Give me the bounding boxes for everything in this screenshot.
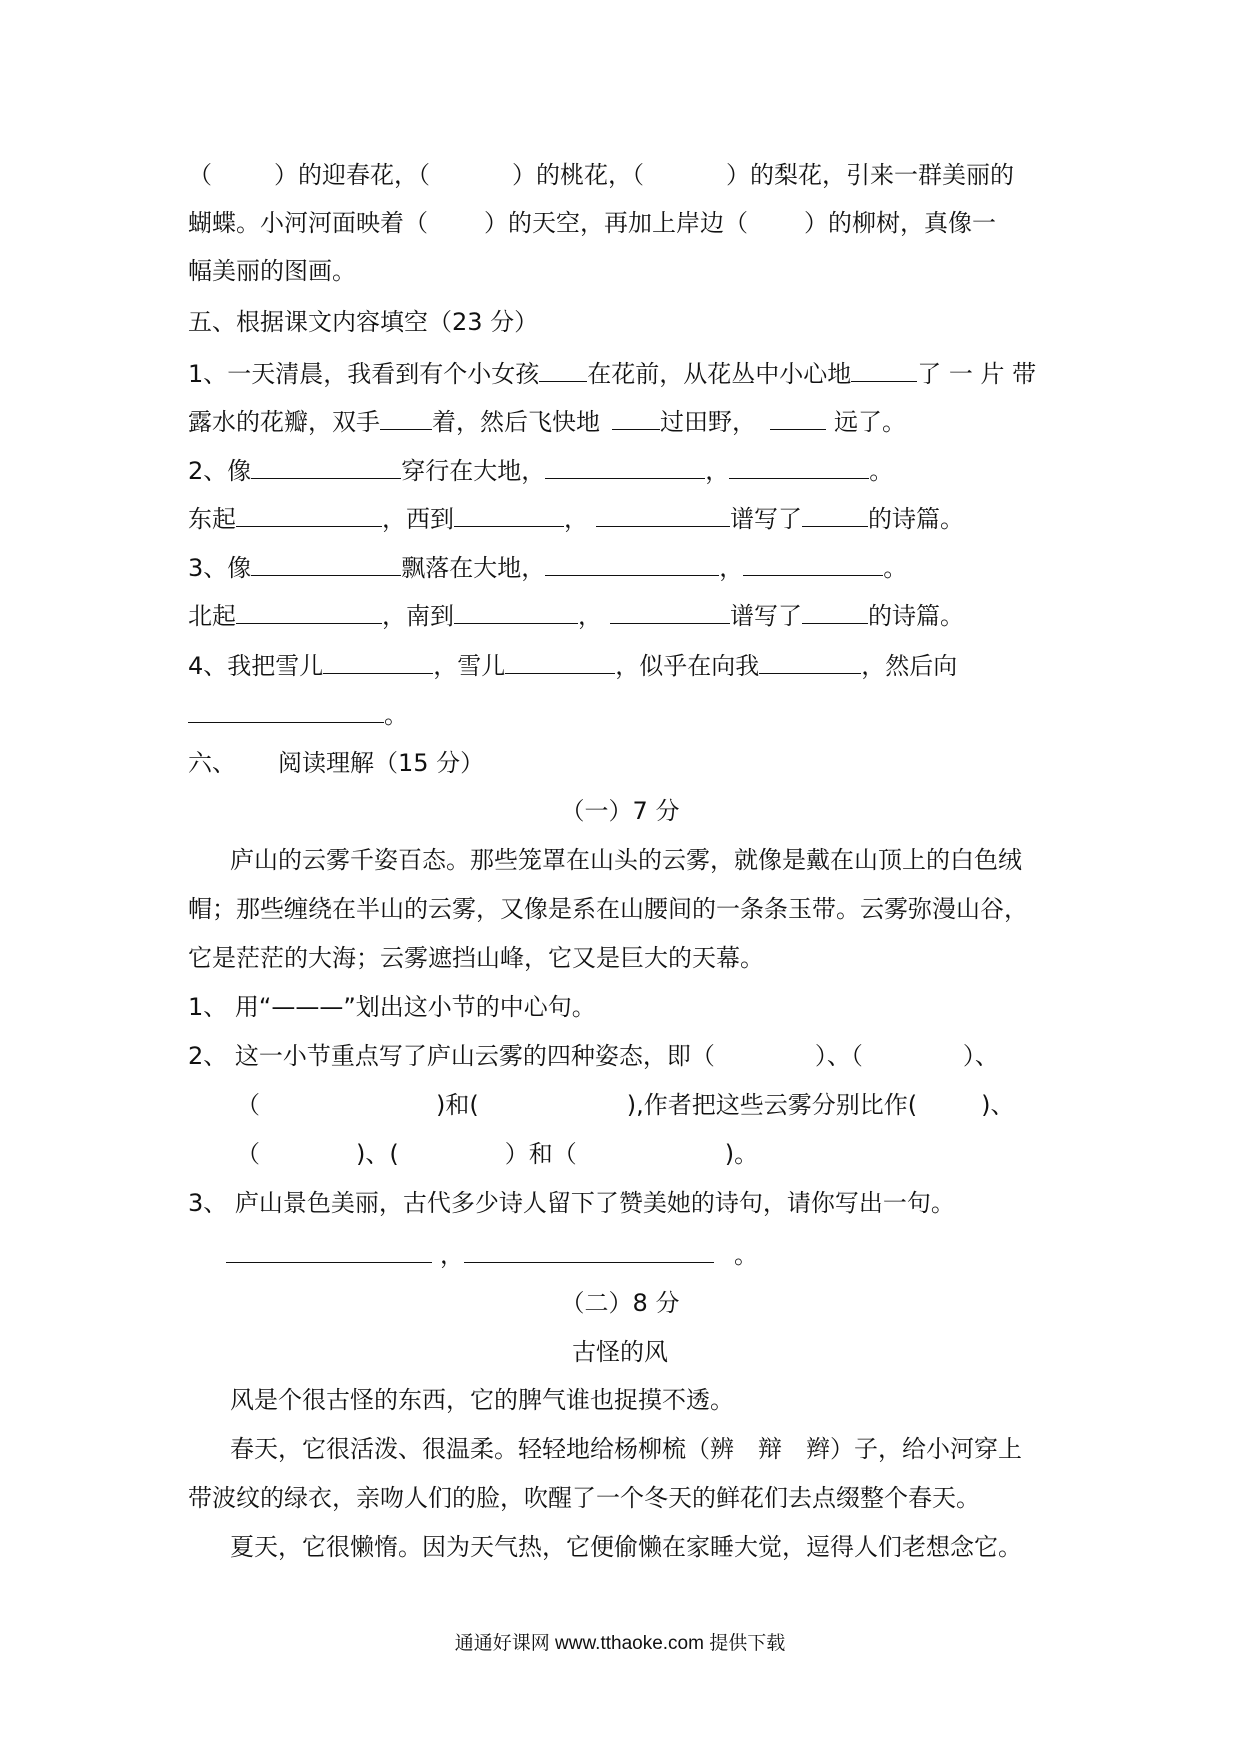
- passage-line: 庐山的云雾千姿百态。那些笼罩在山头的云雾，就像是戴在山顶上的白色绒: [230, 846, 1022, 874]
- question-2: [188, 452, 893, 488]
- answer-blank[interactable]: [545, 549, 719, 576]
- answer-blank[interactable]: [236, 597, 382, 624]
- text: ，然后向: [861, 652, 958, 680]
- part-title: （二）8 分: [560, 1289, 680, 1317]
- text: 。: [384, 701, 408, 729]
- fill-line: [188, 206, 996, 240]
- answer-blank[interactable]: [505, 647, 615, 674]
- answer-blank[interactable]: [770, 403, 826, 430]
- text: ，南到: [382, 602, 454, 630]
- reading-question-2-cont: [236, 1088, 1014, 1122]
- text: 3、像: [188, 554, 252, 582]
- text: 在花前，从花丛中小心地: [587, 360, 852, 388]
- answer-blank[interactable]: [188, 696, 384, 723]
- answer-blank[interactable]: [610, 597, 730, 624]
- answer-blank[interactable]: [251, 549, 401, 576]
- text: )、: [981, 1091, 1015, 1119]
- question-4: [188, 647, 957, 683]
- passage-line: 帽；那些缠绕在半山的云雾，又像是系在山腰间的一条条玉带。云雾弥漫山谷，: [188, 895, 1028, 923]
- text: 了 一 片 带: [917, 360, 1037, 388]
- text: 。: [734, 1241, 758, 1269]
- text: 穿行在大地，: [401, 457, 546, 485]
- text: （: [236, 1140, 260, 1168]
- answer-blank[interactable]: [380, 403, 432, 430]
- text: ，: [578, 602, 602, 630]
- question-2-cont: [188, 500, 964, 536]
- answer-blank[interactable]: [759, 647, 861, 674]
- text: ，似乎在向我: [615, 652, 760, 680]
- part-title: （一）7 分: [560, 797, 680, 825]
- text: （: [236, 1091, 260, 1119]
- answer-blank[interactable]: [743, 549, 883, 576]
- story-line: 带波纹的绿衣，亲吻人们的脸，吹醒了一个冬天的鲜花们去点缀整个春天。: [188, 1484, 980, 1512]
- reading-question-2: [188, 1039, 999, 1073]
- footer-credit: 通通好课网 www.tthaoke.com 提供下载: [454, 1633, 786, 1654]
- question-3: [188, 549, 907, 585]
- text: 2、像: [188, 457, 252, 485]
- answer-blank[interactable]: [251, 452, 401, 479]
- fill-line: [188, 158, 1014, 192]
- text: 蝴蝶。小河河面映着（: [188, 209, 428, 237]
- text: ）、: [962, 1042, 999, 1070]
- text: 4、我把雪儿: [188, 652, 324, 680]
- text: ，: [564, 505, 588, 533]
- text: ）和（: [504, 1140, 577, 1168]
- text: 。: [883, 554, 908, 582]
- text: 2、 这一小节重点写了庐山云雾的四种姿态，即（: [188, 1042, 715, 1070]
- text: 飘落在大地，: [401, 554, 546, 582]
- text: ）的迎春花，（: [274, 161, 430, 189]
- question-3-cont: [188, 597, 964, 633]
- text: )。: [724, 1140, 759, 1168]
- text: 东起: [188, 505, 236, 533]
- text: ，雪儿: [433, 652, 506, 680]
- answer-blank[interactable]: [596, 500, 730, 527]
- answer-blank[interactable]: [236, 500, 382, 527]
- answer-blank[interactable]: [729, 452, 869, 479]
- reading-question-3-answer: [226, 1236, 758, 1272]
- answer-blank[interactable]: [454, 597, 578, 624]
- answer-blank[interactable]: [612, 403, 660, 430]
- text: 露水的花瓣，双手: [188, 408, 380, 436]
- text: （: [188, 161, 212, 189]
- paragraph-line: 幅美丽的图画。: [188, 257, 356, 285]
- passage-line: 它是茫茫的大海；云雾遮挡山峰，它又是巨大的天幕。: [188, 944, 764, 972]
- text: 的诗篇。: [868, 602, 964, 630]
- answer-blank[interactable]: [851, 355, 917, 382]
- text: ）的梨花，引来一群美丽的: [726, 161, 1014, 189]
- story-line: 风是个很古怪的东西，它的脾气谁也捉摸不透。: [230, 1386, 734, 1414]
- text: 六、: [188, 749, 236, 777]
- text: 过田野，: [660, 408, 756, 436]
- text: ，: [440, 1241, 464, 1269]
- answer-blank[interactable]: [226, 1236, 432, 1263]
- reading-question-1: 1、 用“———”划出这小节的中心句。: [188, 993, 596, 1021]
- question-1-cont: [188, 403, 906, 439]
- text: ，: [705, 457, 730, 485]
- text: 谱写了: [730, 505, 802, 533]
- answer-blank[interactable]: [802, 597, 868, 624]
- text: 阅读理解（15 分）: [278, 749, 485, 777]
- story-line: 夏天，它很懒惰。因为天气热，它便偷懒在家睡大觉，逗得人们老想念它。: [230, 1533, 1022, 1561]
- text: ）的桃花，（: [512, 161, 644, 189]
- answer-blank[interactable]: [323, 647, 433, 674]
- text: )和(: [436, 1091, 479, 1119]
- text: ，西到: [382, 505, 454, 533]
- text: 。: [869, 457, 894, 485]
- answer-blank[interactable]: [539, 355, 587, 382]
- text: ）的柳树，真像一: [804, 209, 996, 237]
- section-heading: 五、根据课文内容填空（23 分）: [188, 308, 539, 336]
- answer-blank[interactable]: [545, 452, 705, 479]
- text: 远了。: [834, 408, 906, 436]
- reading-question-2-cont: [236, 1137, 758, 1171]
- text: )、(: [356, 1140, 399, 1168]
- text: ）、（: [814, 1042, 863, 1070]
- text: 的诗篇。: [868, 505, 964, 533]
- text: 谱写了: [730, 602, 802, 630]
- question-1: [188, 355, 1036, 391]
- answer-blank[interactable]: [464, 1236, 714, 1263]
- text: 1、一天清晨，我看到有个小女孩: [188, 360, 540, 388]
- text: 北起: [188, 602, 236, 630]
- question-4-cont: [188, 696, 408, 732]
- answer-blank[interactable]: [802, 500, 868, 527]
- text: 着，然后飞快地: [432, 408, 600, 436]
- section-heading: [188, 746, 484, 780]
- answer-blank[interactable]: [454, 500, 564, 527]
- story-title: 古怪的风: [572, 1338, 668, 1366]
- text: ，: [719, 554, 744, 582]
- story-line: 春天，它很活泼、很温柔。轻轻地给杨柳梳（辨 辩 辫）子，给小河穿上: [230, 1435, 1022, 1463]
- reading-question-3: 3、 庐山景色美丽，古代多少诗人留下了赞美她的诗句，请你写出一句。: [188, 1189, 955, 1217]
- text: ）的天空，再加上岸边（: [484, 209, 748, 237]
- text: ),作者把这些云雾分别比作(: [626, 1091, 918, 1119]
